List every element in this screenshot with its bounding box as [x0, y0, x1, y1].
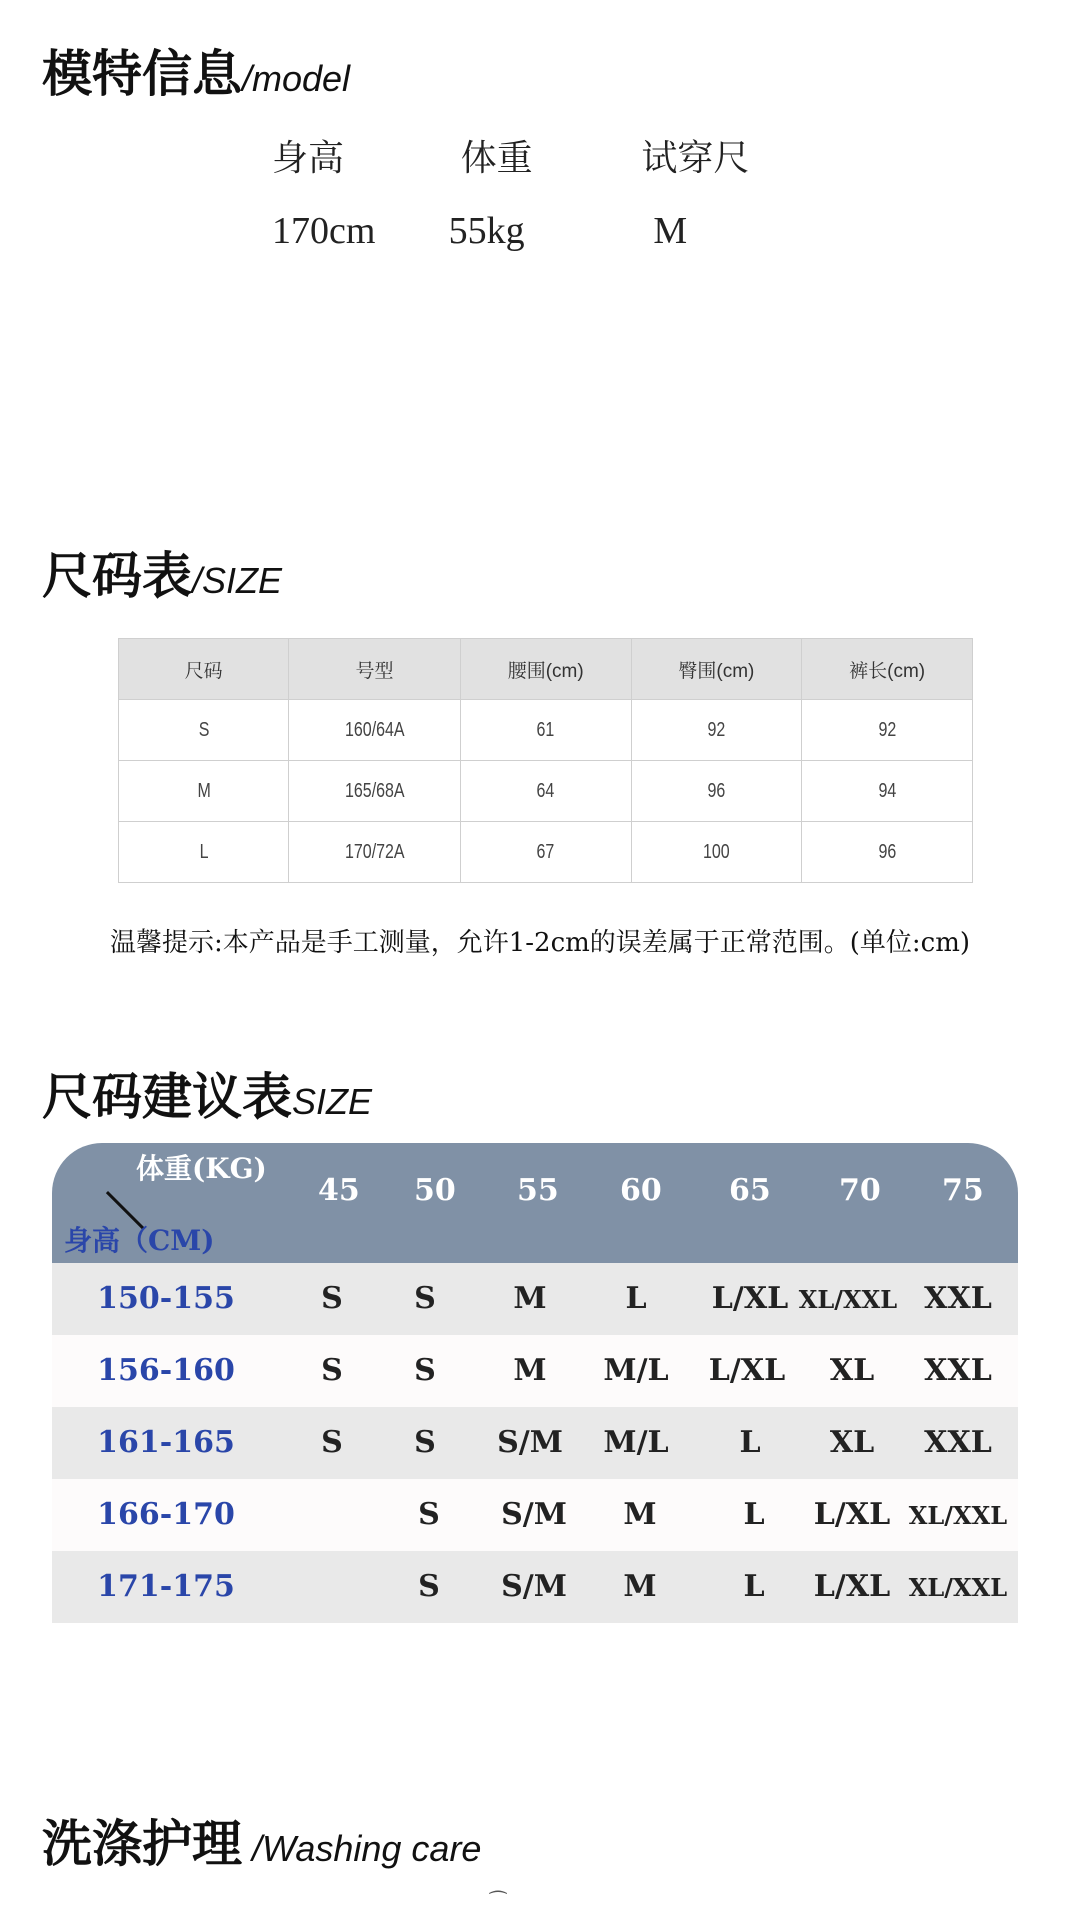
size-cell: XXL	[924, 1281, 992, 1316]
size-cell: XXL	[924, 1425, 992, 1460]
height-range: 171-175	[97, 1569, 235, 1604]
size-cell: S	[321, 1281, 343, 1316]
weight-header: 45	[318, 1173, 360, 1208]
size-table-header-row	[119, 639, 973, 700]
table-row	[119, 761, 973, 822]
table-cell: 170/72A	[306, 822, 443, 883]
size-cell: M	[513, 1353, 547, 1388]
size-title-en: /SIZE	[192, 560, 283, 601]
size-cell: S/M	[497, 1425, 563, 1460]
model-header-size: 试穿尺	[641, 138, 750, 179]
weight-header: 65	[729, 1173, 771, 1208]
wash-title-en: /Washing care	[242, 1828, 482, 1869]
model-value-size: M	[653, 210, 688, 252]
model-value-height: 170cm	[272, 210, 376, 252]
corner-weight-label: 体重(KG)	[136, 1152, 267, 1185]
size-col-header: 尺码	[119, 639, 289, 700]
model-info-grid	[272, 130, 822, 253]
size-table	[118, 638, 973, 883]
model-title-zh: 模特信息	[42, 44, 242, 103]
size-cell: L	[739, 1425, 761, 1460]
table-cell: L	[136, 822, 272, 883]
weight-header: 55	[517, 1173, 559, 1208]
table-cell: S	[136, 700, 272, 761]
weight-header: 75	[942, 1173, 984, 1208]
table-cell: 92	[648, 700, 785, 761]
table-row	[52, 1335, 1018, 1407]
size-cell: M/L	[603, 1425, 669, 1460]
height-range: 156-160	[97, 1353, 235, 1388]
size-cell: M	[623, 1497, 657, 1532]
table-cell: 67	[477, 822, 614, 883]
table-row	[52, 1551, 1018, 1623]
table-cell: 160/64A	[306, 700, 443, 761]
suggestion-header	[52, 1143, 1018, 1263]
measurement-tip: 温馨提示:本产品是手工测量，允许1-2cm的误差属于正常范围。(单位:cm)	[109, 928, 971, 958]
size-cell: S	[414, 1425, 436, 1460]
size-cell: XL/XXL	[908, 1501, 1008, 1530]
size-cell: L/XL	[813, 1497, 891, 1532]
size-cell: S/M	[501, 1497, 567, 1532]
model-header-weight: 体重	[460, 138, 533, 179]
table-row	[119, 700, 973, 761]
height-range: 150-155	[97, 1281, 235, 1316]
table-cell: 96	[648, 761, 785, 822]
table-row	[52, 1479, 1018, 1551]
model-value-row	[272, 209, 822, 253]
size-cell: XXL	[924, 1353, 992, 1388]
table-row	[52, 1407, 1018, 1479]
size-cell: S	[418, 1497, 440, 1532]
wash-title-zh: 洗涤护理	[42, 1814, 242, 1873]
size-cell: S	[414, 1353, 436, 1388]
size-cell: XL/XXL	[908, 1573, 1008, 1602]
table-cell: 61	[477, 700, 614, 761]
size-col-header: 臀围(cm)	[631, 639, 802, 700]
height-range: 161-165	[97, 1425, 235, 1460]
size-cell: S	[414, 1281, 436, 1316]
size-col-header: 号型	[289, 639, 461, 700]
size-cell: L	[743, 1497, 765, 1532]
table-cell: 100	[648, 822, 785, 883]
suggest-title-zh: 尺码建议表	[42, 1067, 292, 1126]
size-cell: L/XL	[708, 1353, 786, 1388]
size-cell: S	[418, 1569, 440, 1604]
model-header-row	[272, 130, 822, 181]
table-cell: 64	[477, 761, 614, 822]
size-cell: XL	[829, 1353, 875, 1388]
size-title-zh: 尺码表	[42, 546, 192, 605]
wash-section-title	[42, 1804, 481, 1876]
model-header-height: 身高	[272, 138, 345, 179]
size-cell: XL/XXL	[798, 1285, 898, 1314]
size-cell: L/XL	[711, 1281, 789, 1316]
table-cell: 94	[819, 761, 956, 822]
model-title-en: /model	[242, 58, 351, 99]
size-cell: M	[623, 1569, 657, 1604]
table-row	[119, 822, 973, 883]
table-cell: 96	[819, 822, 956, 883]
weight-header: 60	[620, 1173, 662, 1208]
size-cell: XL	[829, 1425, 875, 1460]
table-cell: 165/68A	[306, 761, 443, 822]
height-range: 166-170	[97, 1497, 235, 1532]
size-col-header: 裤长(cm)	[802, 639, 973, 700]
size-cell: L	[625, 1281, 647, 1316]
size-cell: S	[321, 1425, 343, 1460]
suggest-section-title	[42, 1057, 372, 1129]
size-cell: M/L	[603, 1353, 669, 1388]
size-cell: S/M	[501, 1569, 567, 1604]
corner-height-label: 身高（CM)	[64, 1224, 215, 1257]
hanger-icon: ⁀	[490, 1890, 507, 1914]
table-cell: 92	[819, 700, 956, 761]
size-cell: L	[743, 1569, 765, 1604]
suggest-title-en: SIZE	[292, 1081, 373, 1122]
table-cell: M	[136, 761, 272, 822]
model-value-weight: 55kg	[448, 210, 525, 252]
table-row	[52, 1263, 1018, 1335]
size-cell: S	[321, 1353, 343, 1388]
weight-header: 50	[414, 1173, 456, 1208]
size-cell: M	[513, 1281, 547, 1316]
size-suggestion-table	[52, 1143, 1018, 1623]
size-col-header: 腰围(cm)	[460, 639, 631, 700]
model-section-title	[42, 34, 350, 106]
weight-header: 70	[839, 1173, 881, 1208]
size-section-title	[42, 536, 282, 608]
size-cell: L/XL	[813, 1569, 891, 1604]
